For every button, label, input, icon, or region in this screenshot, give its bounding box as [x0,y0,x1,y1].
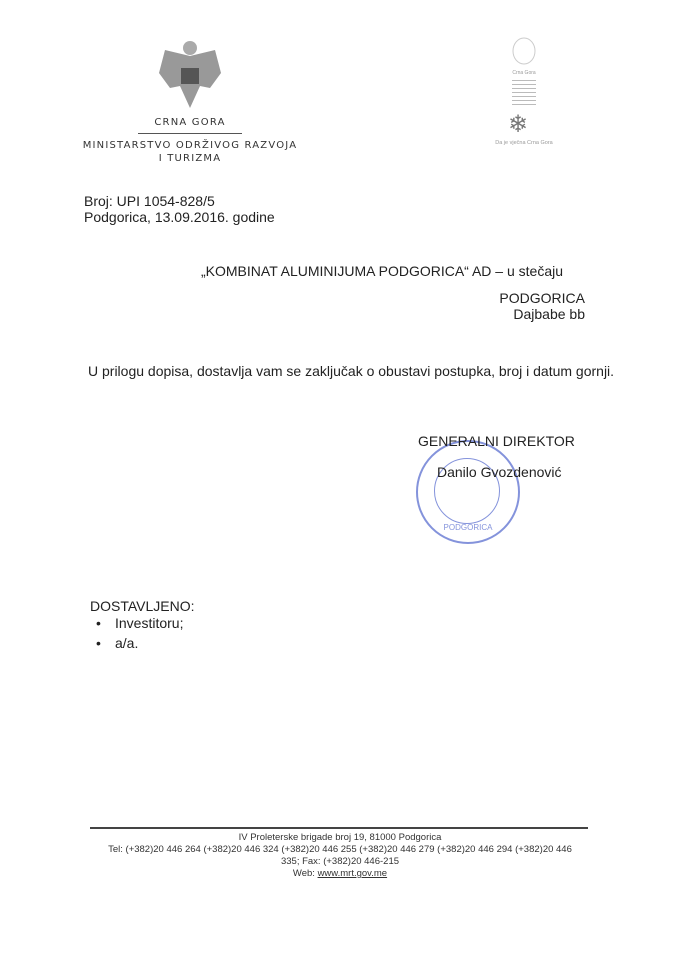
snowflake-icon: ❄ [508,111,529,138]
small-crest-icon [510,36,538,66]
header-ministry-1: MINISTARSTVO ODRŽIVOG RAZVOJA [82,140,298,151]
footer-web: Web: www.mrt.gov.me [292,868,388,879]
distribution-heading: DOSTAVLJENO: [90,598,195,614]
footer-phones-1: Tel: (+382)20 446 264 (+382)20 446 324 (+382)20 446 255 (+382)20 446 279 (+382)20 446 294 (+382)20 446 [108,844,572,855]
signature-title: GENERALNI DIREKTOR [418,433,575,449]
footer-phones-2: 335; Fax: (+382)20 446-215 [280,856,400,867]
distribution-item: • Investitoru; [96,615,184,631]
recipient-address: Dajbabe bb [513,306,585,322]
reference-date: Podgorica, 13.09.2016. godine [84,209,275,225]
footer-address: IV Proleterske brigade broj 19, 81000 Podgorica [238,832,442,843]
header-ministry-2: I TURIZMA [158,153,222,164]
body-text: U prilogu dopisa, dostavlja vam se zaključak o obustavi postupka, broj i datum gornji. [88,363,615,379]
distribution-item: • a/a. [96,635,139,651]
website-link[interactable]: www.mrt.gov.me [317,868,388,879]
right-logo-slogan: Da je vječna Crna Gora [495,140,553,146]
official-stamp [416,440,520,544]
right-logo-country: Crna Gora [512,70,536,76]
reference-number: Broj: UPI 1054-828/5 [84,193,215,209]
header-divider [138,133,242,134]
footer-divider [90,827,588,829]
header-country: CRNA GORA [154,117,226,128]
stamp-text: PODGORICA [443,523,493,532]
right-logo-text-block [512,80,536,108]
coat-of-arms-logo [155,38,225,110]
recipient-name: „KOMBINAT ALUMINIJUMA PODGORICA“ AD – u stečaju [201,263,564,279]
signature-name: Danilo Gvozdenović [437,464,562,480]
recipient-city: PODGORICA [499,290,585,306]
